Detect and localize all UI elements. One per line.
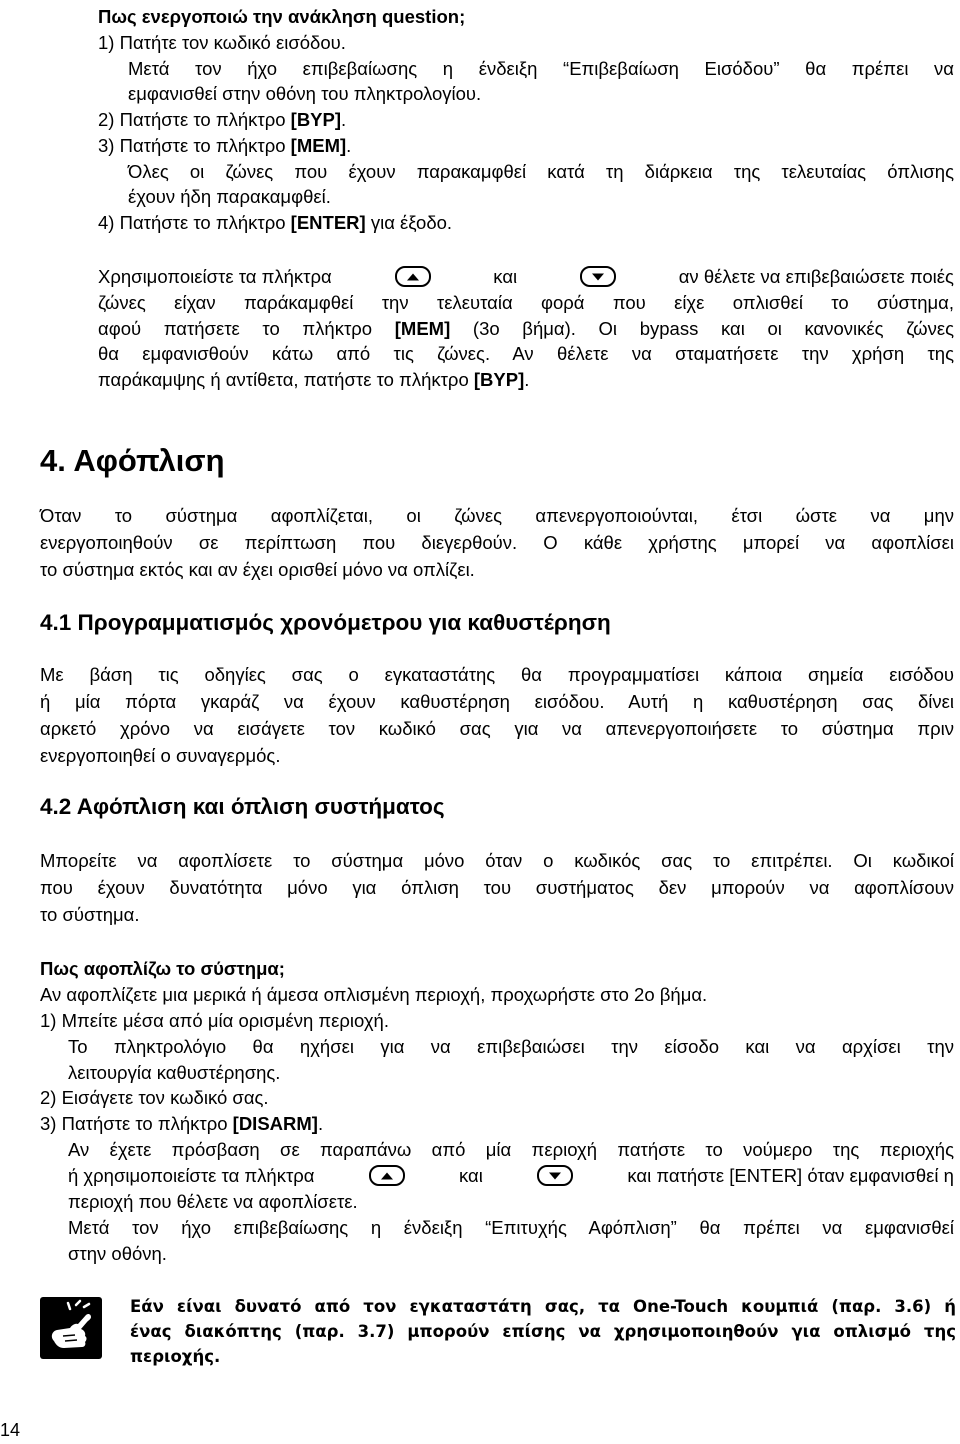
tip-line-2: ένας διακόπτης (παρ. 3.7) μπορούν επίσης να χρησιμοποιηθούν για οπλισμό της: [130, 1322, 956, 1341]
arrow-keys-paragraph-line-3: αφού πατήσετε το πλήκτρο [MEM] (3ο βήμα). Οι bypass και οι κανονικές ζώνες: [98, 318, 954, 339]
enter-key-label: [ENTER]: [290, 212, 366, 233]
arrow-keys-paragraph-line-1: Χρησιμοποιείστε τα πλήκτρα και αν θέλετε να επιβεβαιώσετε ποιές: [98, 266, 954, 287]
section-4-1-line-1: Με βάση τις οδηγίες σας ο εγκαταστάτης θα προγραμματίσει κάποια σημεία εισόδου: [40, 664, 954, 685]
section-4-line-1: Όταν το σύστημα αφοπλίζεται, οι ζώνες απενεργοποιούνται, έτσι ώστε να μην: [40, 505, 954, 526]
recall-step-3-note-cont: έχουν ήδη παρακαμφθεί.: [128, 186, 331, 207]
recall-step-4: 4) Πατήστε το πλήκτρο [ENTER] για έξοδο.: [98, 212, 453, 233]
section-4-2-heading: 4.2 Αφόπλιση και όπλιση συστήματος: [40, 794, 445, 819]
disarm-step-1-note: Το πληκτρολόγιο θα ηχήσει για να επιβεβαιώσει την είσοδο και να αρχίσει την: [68, 1036, 954, 1057]
section-4-2-line-1: Μπορείτε να αφοπλίσετε το σύστημα μόνο όταν ο κωδικός σας το επιτρέπει. Οι κωδικοί: [40, 850, 954, 871]
disarm-step-3-note-5: στην οθόνη.: [68, 1243, 167, 1264]
disarm-intro: Αν αφοπλίζετε μια μερικά ή άμεσα οπλισμένη περιοχή, προχωρήστε στο 2ο βήμα.: [40, 984, 708, 1005]
section-4-line-3: το σύστημα εκτός και αν έχει ορισθεί μόνο να οπλίζει.: [40, 559, 475, 580]
section-4-line-2: ενεργοποιηθούν σε περίπτωση που διεγερθούν. Ο κάθε χρήστης μπορεί να αφοπλίσει: [40, 532, 954, 553]
section-4-2-line-2: που έχουν δυνατότητα μόνο για όπλιση του συστήματος δεν μπορούν να αφοπλίσουν: [40, 877, 954, 898]
section-4-1-line-3: αρκετό χρόνο να εισάγετε τον κωδικό σας για να απενεργοποιήσετε το σύστημα πριν: [40, 718, 954, 739]
byp-key-label: [BYP]: [290, 109, 342, 130]
recall-step-1-note-cont: εμφανισθεί στην οθόνη του πληκτρολογίου.: [128, 83, 482, 104]
disarm-step-1: 1) Μπείτε μέσα από μία ορισμένη περιοχή.: [40, 1010, 389, 1031]
tip-line-1: Εάν είναι δυνατό από τον εγκαταστάτη σας, τα One-Touch κουμπιά (παρ. 3.6) ή: [130, 1297, 956, 1316]
disarm-step-2: 2) Εισάγετε τον κωδικό σας.: [40, 1087, 269, 1108]
pointing-hand-note-icon: [40, 1297, 102, 1359]
disarm-title: Πως αφοπλίζω το σύστημα;: [40, 958, 285, 979]
recall-title: Πως ενεργοποιώ την ανάκληση question;: [98, 6, 466, 27]
section-4-1-line-4: ενεργοποιηθεί ο συναγερμός.: [40, 745, 281, 766]
up-arrow-key-icon: [369, 1165, 405, 1186]
recall-step-1: 1) Πατήτε τον κωδικό εισόδου.: [98, 32, 346, 53]
disarm-step-3-note-3: περιοχή που θέλετε να αφοπλίσετε.: [68, 1191, 358, 1212]
recall-step-2: 2) Πατήστε το πλήκτρο [BYP].: [98, 109, 347, 130]
section-4-1-heading: 4.1 Προγραμματισμός χρονόμετρου για καθυστέρηση: [40, 610, 611, 635]
section-4-1-line-2: ή μία πόρτα γκαράζ να έχουν καθυστέρηση εισόδου. Αυτή η καθυστέρηση σας δίνει: [40, 691, 954, 712]
disarm-step-3-note-4: Μετά τον ήχο επιβεβαίωσης η ένδειξη “Επιτυχής Αφόπλιση” θα πρέπει να εμφανισθεί: [68, 1217, 954, 1238]
disarm-step-3-note-1: Αν έχετε πρόσβαση σε παραπάνω από μία περιοχή πατήστε το νούμερο της περιοχής: [68, 1139, 954, 1160]
section-4-2-line-3: το σύστημα.: [40, 904, 140, 925]
recall-step-3: 3) Πατήστε το πλήκτρο [MEM].: [98, 135, 352, 156]
disarm-step-3-note-2: ή χρησιμοποιείστε τα πλήκτρα και και πατήστε [ENTER] όταν εμφανισθεί η: [68, 1165, 954, 1186]
disarm-step-3: 3) Πατήστε το πλήκτρο [DISARM].: [40, 1113, 324, 1134]
down-arrow-key-icon: [580, 266, 616, 287]
disarm-step-1-note-cont: λειτουργία καθυστέρησης.: [68, 1062, 281, 1083]
down-arrow-key-icon: [537, 1165, 573, 1186]
arrow-keys-paragraph-line-4: θα εμφανισθούν κάτω από τις ζώνες. Αν θέλετε να σταματήσετε την χρήση της: [98, 343, 954, 364]
recall-step-1-note: Μετά τον ήχο επιβεβαίωσης η ένδειξη “Επιβεβαίωση Εισόδου” θα πρέπει να: [128, 58, 954, 79]
arrow-keys-paragraph-line-5: παράκαμψης ή αντίθετα, πατήστε το πλήκτρο [BYP].: [98, 369, 530, 390]
section-4-heading: 4. Αφόπλιση: [40, 443, 225, 478]
up-arrow-key-icon: [395, 266, 431, 287]
disarm-key-label: [DISARM]: [232, 1113, 318, 1134]
mem-key-label: [MEM]: [290, 135, 347, 156]
page-number: 14: [0, 1420, 21, 1440]
recall-step-3-note: Όλες οι ζώνες που έχουν παρακαμφθεί κατά τη διάρκεια της τελευταίας όπλισης: [128, 161, 954, 182]
tip-line-3: περιοχής.: [130, 1347, 221, 1366]
arrow-keys-paragraph-line-2: ζώνες είχαν παράκαμφθεί την τελευταία φορά που είχε οπλισθεί το σύστημα,: [98, 292, 954, 313]
